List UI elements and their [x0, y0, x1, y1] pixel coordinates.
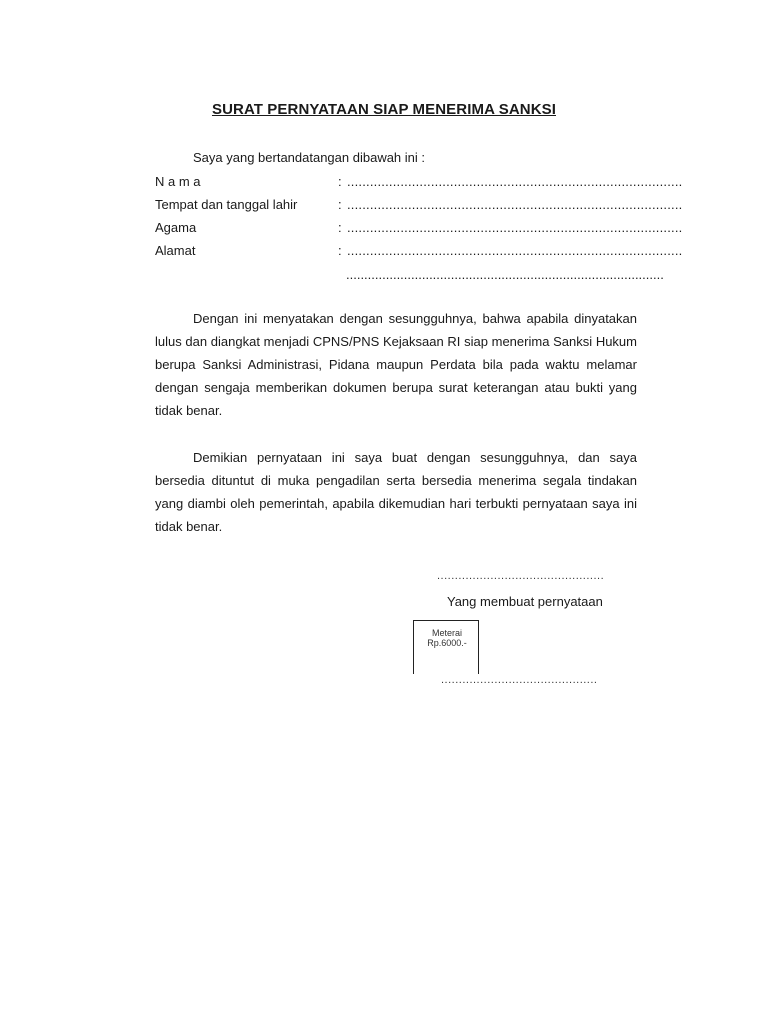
- field-label: N a m a: [155, 174, 201, 189]
- field-colon: :: [338, 243, 342, 258]
- intro-text: Saya yang bertandatangan dibawah ini :: [193, 150, 426, 165]
- signature-caption: Yang membuat pernyataan: [447, 594, 603, 609]
- signer-name-dots: ............................................: [441, 674, 598, 686]
- field-agama: [155, 220, 683, 238]
- field-label: Agama: [155, 220, 197, 235]
- field-colon: :: [338, 220, 342, 235]
- closing-paragraph: Demikian pernyataan ini saya buat dengan sesungguhnya, dan saya bersedia dituntut di muka pengadilan serta bersedia menerima segala tindakan yang diambi oleh pemerintah, apabila dikemudian hari terbukti pernyataan saya ini tidak benar.: [155, 450, 637, 534]
- field-tempat-tanggal-lahir: [155, 197, 683, 215]
- field-colon: :: [338, 174, 342, 189]
- field-dots: ........................................................................................: [347, 243, 683, 258]
- field-label: Tempat dan tanggal lahir: [155, 197, 298, 212]
- stamp-label: Meterai: [431, 628, 462, 638]
- field-alamat: [155, 243, 683, 261]
- place-date-dots: ...............................................: [437, 570, 605, 582]
- statement-paragraph: Dengan ini menyatakan dengan sesungguhnya, bahwa apabila dinyatakan lulus dan diangkat menjadi CPNS/PNS Kejaksaan RI siap menerima Sanksi Hukum berupa Sanksi Administrasi, Pidana maupun Perdata bila pada waktu melamar dengan sengaja memberikan dokumen berupa surat keterangan atau bukti yang tidak benar.: [155, 311, 637, 418]
- document-title: SURAT PERNYATAAN SIAP MENERIMA SANKSI: [211, 101, 556, 118]
- field-nama: [155, 174, 683, 192]
- field-dots: ........................................................................................: [347, 174, 683, 189]
- field-dots: ........................................................................................: [347, 220, 683, 235]
- stamp-amount: Rp.6000.-: [427, 638, 467, 648]
- field-dots: ........................................................................................: [347, 197, 683, 212]
- field-label: Alamat: [155, 243, 196, 258]
- field-colon: :: [338, 197, 342, 212]
- address-continuation-dots: ........................................................................................: [346, 267, 664, 282]
- stamp-box: [413, 620, 479, 674]
